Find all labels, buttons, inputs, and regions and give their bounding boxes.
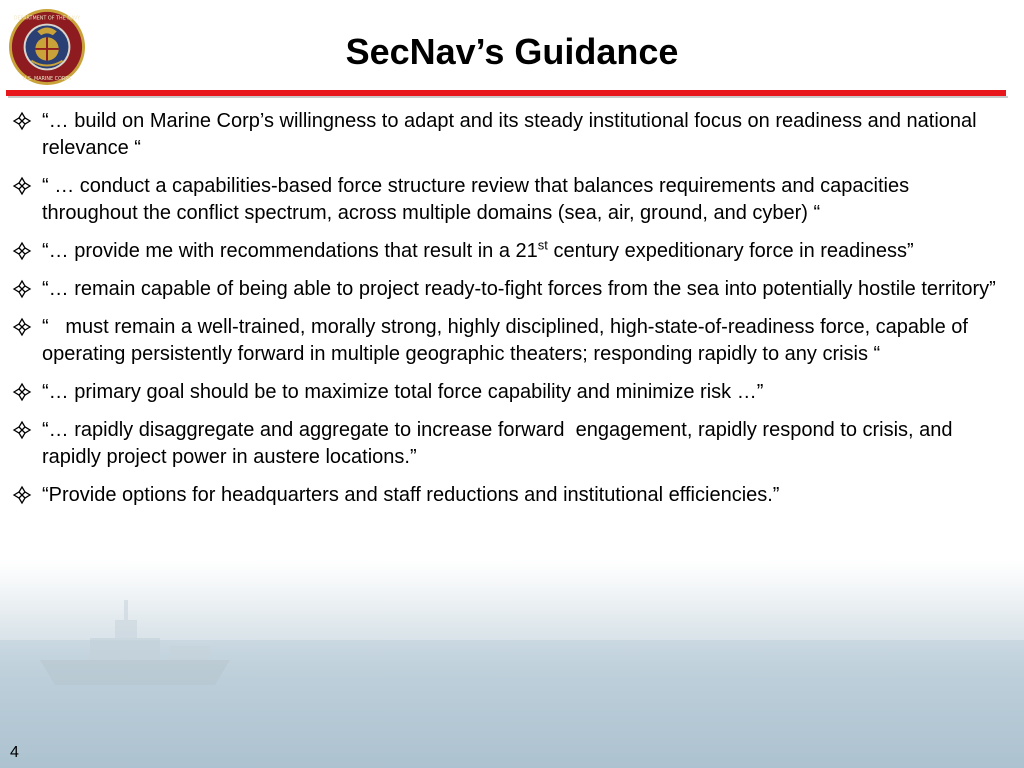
bullet-list (12, 108, 1002, 520)
diamond-bullet-icon (12, 176, 32, 196)
bullet-text-after: century expeditionary force in readiness” (547, 240, 914, 262)
bullet-text: “… primary goal should be to maximize total force capability and minimize risk …” (42, 381, 764, 403)
diamond-bullet-icon (12, 241, 32, 261)
bullet-item (12, 314, 1002, 368)
bullet-text: “ must remain a well-trained, morally strong, highly disciplined, high-state-of-readiness force, capable of operating persistently forward in multiple geographic theaters; responding rapidly to any crisis “ (42, 316, 974, 365)
bullet-text: “… rapidly disaggregate and aggregate to increase forward engagement, rapidly respond to crisis, and rapidly project power in austere locations.” (42, 419, 959, 468)
diamond-bullet-icon (12, 111, 32, 131)
bullet-text: “Provide options for headquarters and staff reductions and institutional efficiencies.” (42, 484, 780, 506)
bullet-item (12, 379, 1002, 406)
slide-title: SecNav’s Guidance (345, 31, 679, 72)
diamond-bullet-icon (12, 279, 32, 299)
title-divider (6, 90, 1006, 96)
page-number: 4 (10, 744, 19, 761)
bullet-text (42, 237, 914, 262)
bullet-item (12, 482, 1002, 509)
bullet-text: “… build on Marine Corp’s willingness to adapt and its steady institutional focus on readiness and national relevance “ (42, 110, 977, 159)
bullet-item (12, 276, 1002, 303)
bullet-item (12, 417, 1002, 471)
diamond-bullet-icon (12, 420, 32, 440)
title-rule-shadow (8, 96, 1008, 98)
svg-text:U.S. MARINE CORPS: U.S. MARINE CORPS (22, 76, 72, 83)
bullet-text: “… remain capable of being able to project ready-to-fight forces from the sea into potentially hostile territory” (42, 278, 996, 300)
svg-text:DEPARTMENT OF THE NAVY: DEPARTMENT OF THE NAVY (13, 15, 81, 22)
bullet-item (12, 238, 1002, 265)
diamond-bullet-icon (12, 317, 32, 337)
diamond-bullet-icon (12, 485, 32, 505)
diamond-bullet-icon (12, 382, 32, 402)
bullet-text-before: “… provide me with recommendations that result in a 21 (42, 240, 538, 262)
ship-icon (30, 590, 250, 700)
bullet-text: “ … conduct a capabilities-based force structure review that balances requirements and capacities throughout the conflict spectrum, across multiple domains (sea, air, ground, and cyber) “ (42, 175, 910, 224)
bullet-item (12, 173, 1002, 227)
superscript: st (537, 237, 548, 253)
bullet-item (12, 108, 1002, 162)
